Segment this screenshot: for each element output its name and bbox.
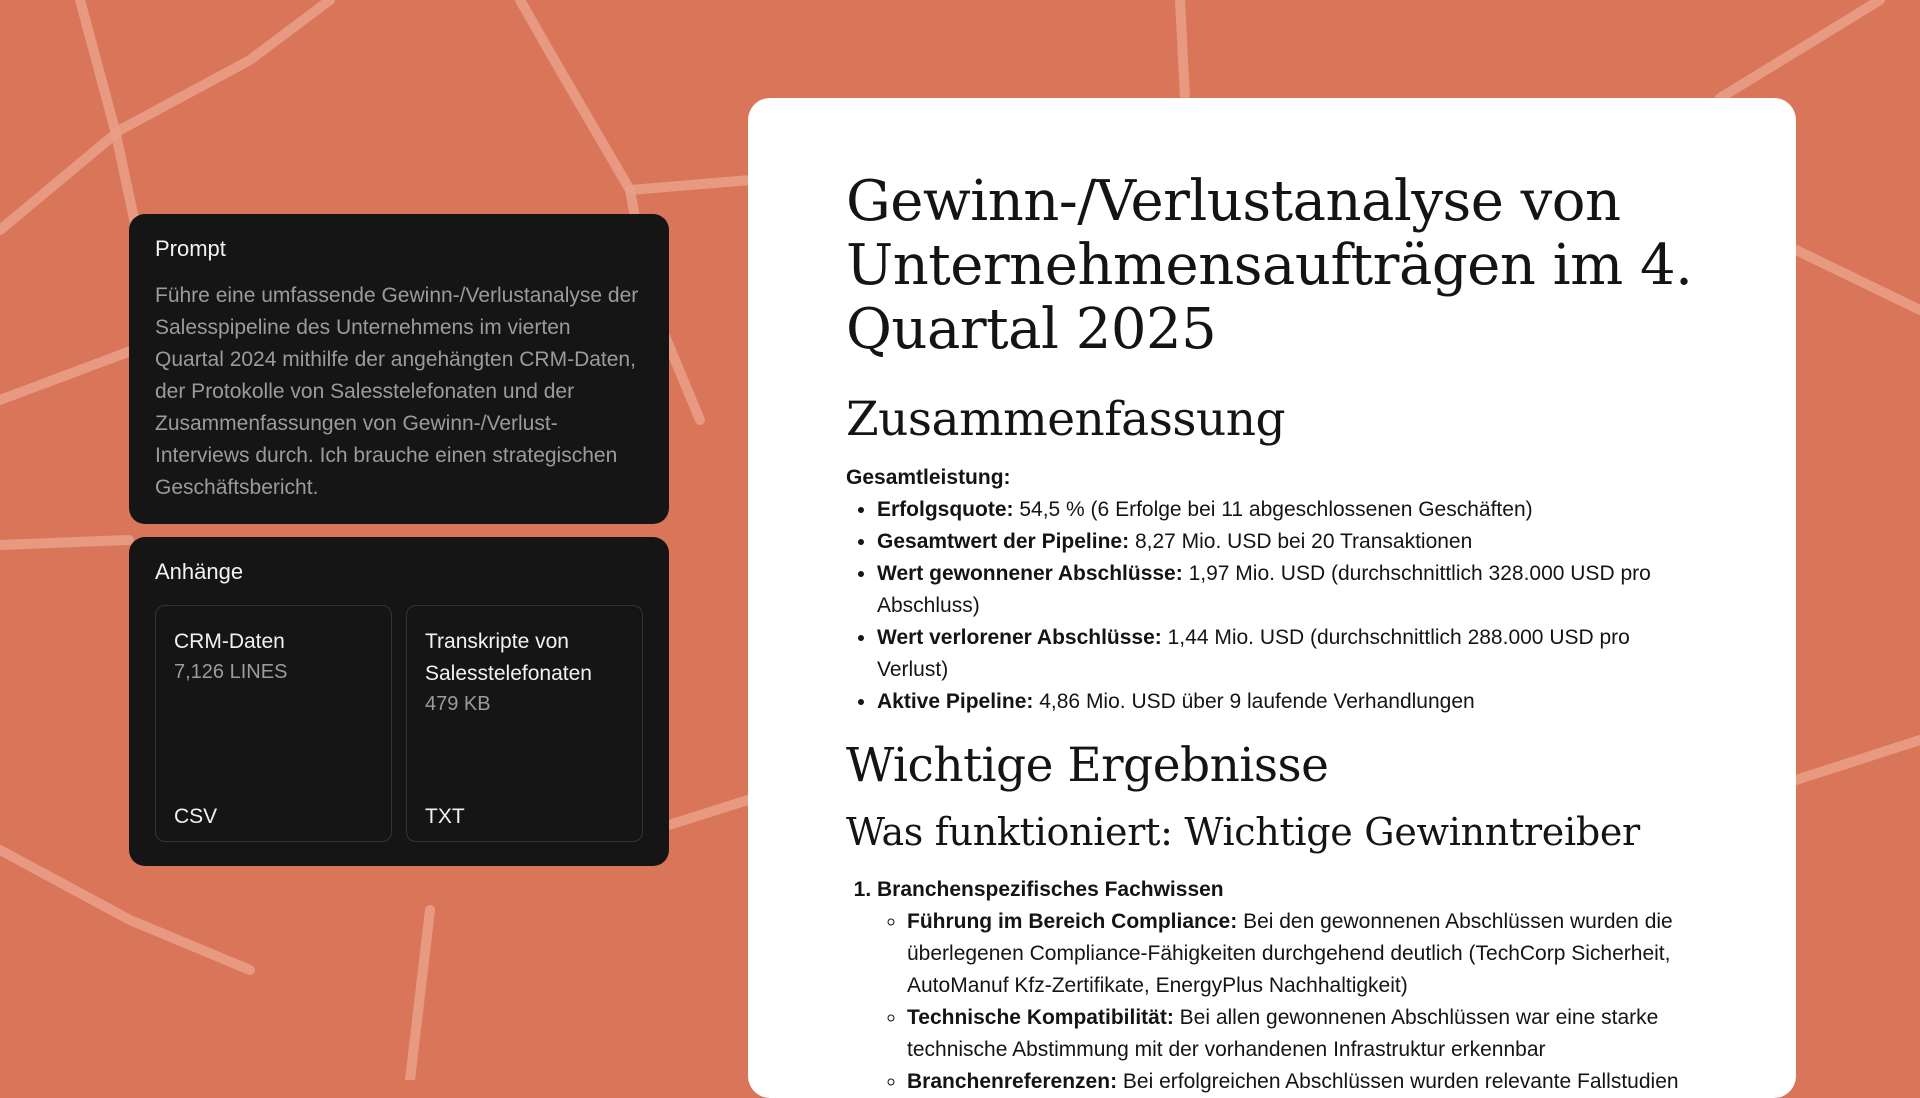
list-item: • Wert gewonnener Abschlüsse: 1,97 Mio. USD (durchschnittlich 328.000 USD pro Abschluss) xyxy=(877,558,1698,622)
list-item: ◦ Führung im Bereich Compliance: Bei den gewonnenen Abschlüssen wurden die überlegenen Compliance-Fähigkeiten durchgehend deutlich (TechCorp Sicherheit, AutoManuf Kfz-Zertifikate, EnergyPlus Nachhaltigkeit) xyxy=(907,906,1698,1002)
summary-heading: Zusammenfassung xyxy=(846,392,1286,447)
attachments-title: Anhänge xyxy=(155,559,244,584)
list-item: ◦ Technische Kompatibilität: Bei allen gewonnenen Abschlüssen war eine starke technische Abstimmung mit der vorhandenen Infrastruktur erkennbar xyxy=(907,1002,1698,1066)
drivers-heading: Was funktioniert: Wichtige Gewinntreiber xyxy=(846,810,1640,854)
attachment-type: TXT xyxy=(425,805,465,828)
findings-heading: Wichtige Ergebnisse xyxy=(846,738,1329,793)
metrics-list xyxy=(846,494,1698,718)
attachment-type: CSV xyxy=(174,805,218,828)
attachment-size: 7,126 LINES xyxy=(174,661,288,683)
list-item: • Erfolgsquote: 54,5 % (6 Erfolge bei 11 abgeschlossenen Geschäften) xyxy=(877,494,1698,526)
drivers-list xyxy=(846,874,1698,1098)
attachment-name: Transkripte von Salesstelefonaten xyxy=(425,630,592,685)
list-item: • Gesamtwert der Pipeline: 8,27 Mio. USD bei 20 Transaktionen xyxy=(877,526,1698,558)
attachment-name: CRM-Daten xyxy=(174,630,285,653)
prompt-title: Prompt xyxy=(155,236,226,261)
list-item: • Wert verlorener Abschlüsse: 1,44 Mio. USD (durchschnittlich 288.000 USD pro Verlust) xyxy=(877,622,1698,686)
attachment-crm-data[interactable] xyxy=(155,605,392,842)
report-document xyxy=(748,98,1796,1098)
list-item: ◦ Branchenreferenzen: Bei erfolgreichen Abschlüssen wurden relevante Fallstudien xyxy=(907,1066,1698,1098)
document-title: Gewinn-/Verlustanalyse von Unternehmensaufträgen im 4. Quartal 2025 xyxy=(846,169,1693,362)
attachments-card xyxy=(129,537,669,866)
prompt-text: Führe eine umfassende Gewinn-/Verlustanalyse der Salesspipeline des Unternehmens im vierten Quartal 2024 mithilfe der angehängten CRM-Daten, der Protokolle von Salesstelefonaten und der Zusammenfassungen von Gewinn-/Verlust-Interviews durch. Ich brauche einen strategischen Geschäftsbericht. xyxy=(155,284,639,499)
attachment-call-transcripts[interactable] xyxy=(406,605,643,842)
prompt-card xyxy=(129,214,669,524)
attachments-list xyxy=(155,605,643,842)
list-item: 1. Branchenspezifisches Fachwissen ◦ Führung im Bereich Compliance: Bei den gewonnenen Abschlüssen wurden die überlegenen Compliance-Fähigkeiten durchgehend deutlich (TechCorp Sicherheit, AutoManuf Kfz-Zertifikate, EnergyPlus Nachhaltigkeit) ◦ Technische Kompatibilität: Bei allen gewonnenen Abschlüssen war eine starke technische Abstimmung mit der vorhandenen Infrastruktur erkennbar ◦ Branchenreferenzen: Bei erfolgreichen Abschlüssen wurden relevante Fallstudien xyxy=(877,874,1698,1098)
attachment-size: 479 KB xyxy=(425,693,491,715)
overall-label: Gesamtleistung: xyxy=(846,466,1011,489)
list-item: • Aktive Pipeline: 4,86 Mio. USD über 9 laufende Verhandlungen xyxy=(877,686,1698,718)
